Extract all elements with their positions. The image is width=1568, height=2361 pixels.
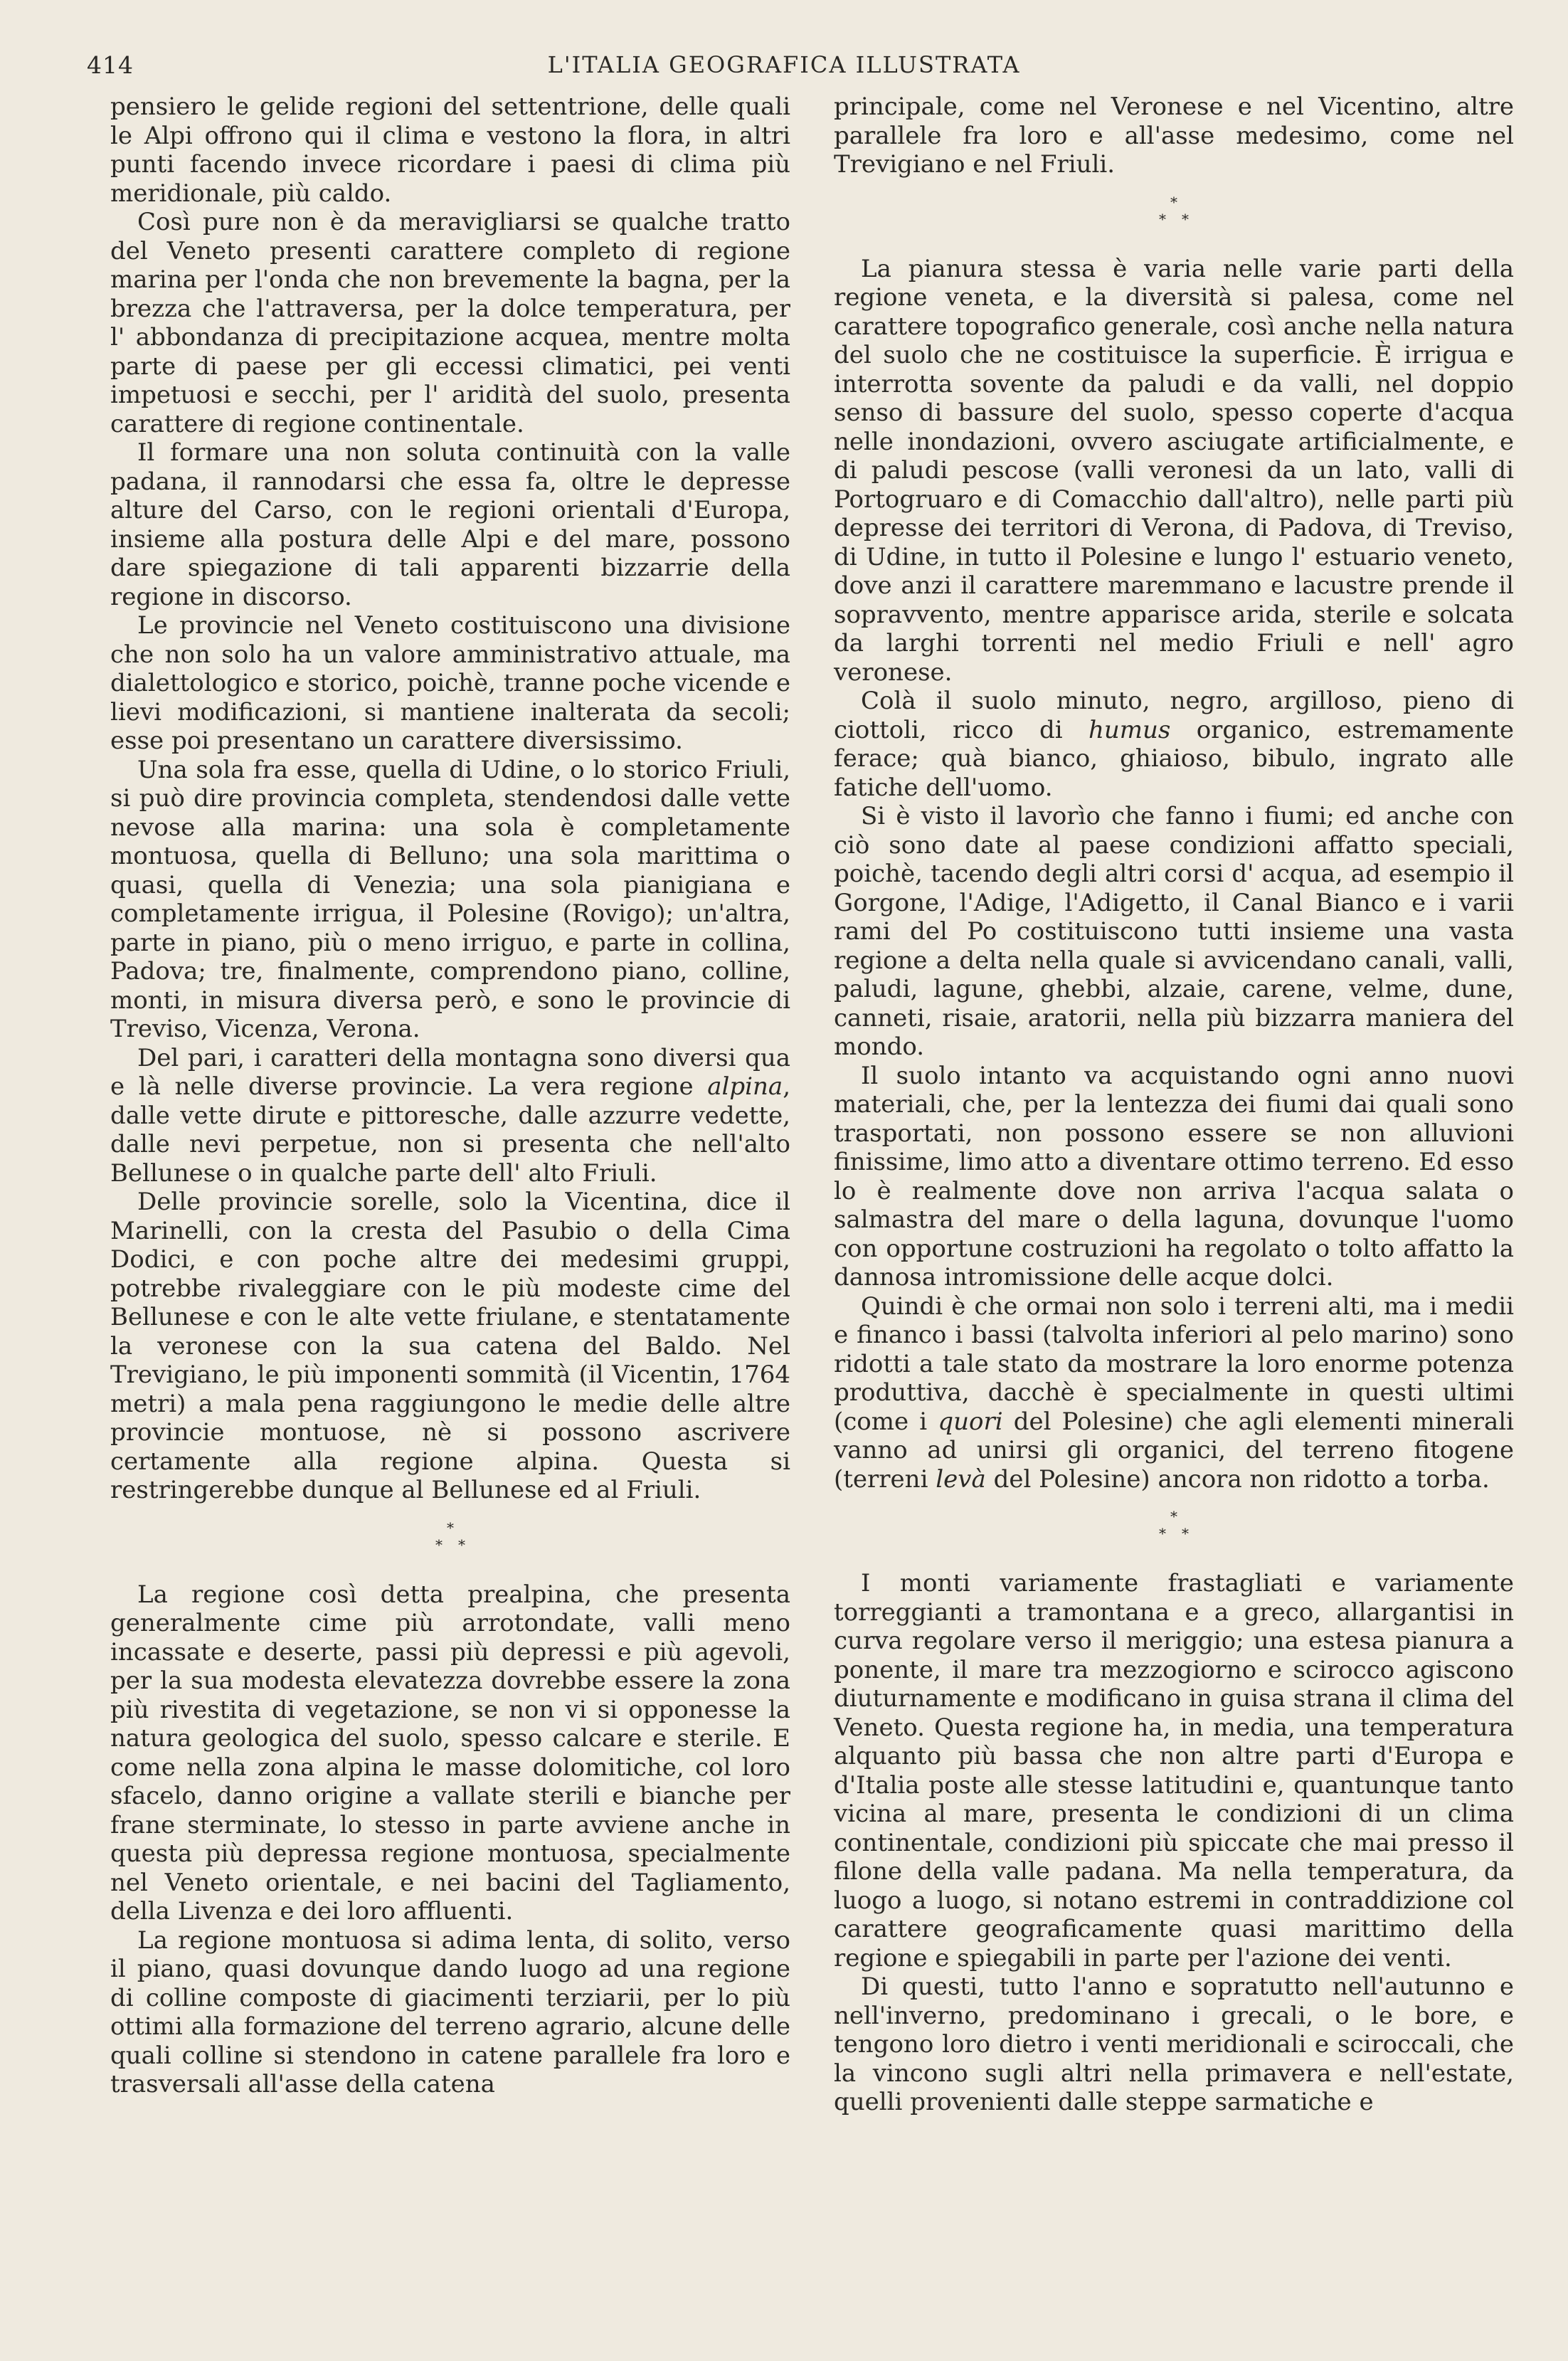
paragraph: La regione così detta prealpina, che presenta generalmente cime più arrotondate, valli meno incassate e deserte, passi più depressi e più agevoli, per la sua modesta elevatezza dovrebbe essere la zona più rivestita di vegetazione, se non vi si opponesse la natura geologica del suolo, spesso calcare e sterile. E come nella zona alpina le masse dolomitiche, col loro sfacelo, danno origine a vallate sterili e bianche per frane sterminate, lo stesso in parte avviene anche in questa più depressa regione montuosa, specialmente nel Veneto orientale, e nei bacini del Tagliamento, della Livenza e dei loro affluenti. [110, 1580, 790, 1926]
paragraph: principale, come nel Veronese e nel Vicentino, altre parallele fra loro e all'asse medesimo, come nel Trevigiano e nel Friuli. [834, 93, 1514, 179]
section-separator [110, 1518, 790, 1565]
paragraph: Una sola fra esse, quella di Udine, o lo storico Friuli, si può dire provincia completa, stendendosi dalle vette nevose alla marina: una sola è completamente montuosa, quella di Belluno; una sola marittima o quasi, quella di Venezia; una sola pianigiana e completamente irrigua, il Polesine (Rovigo); un'altra, parte in piano, più o meno irriguo, e parte in collina, Padova; tre, finalmente, comprendono piano, colline, monti, in misura diversa però, e sono le provincie di Treviso, Vicenza, Verona. [110, 755, 790, 1043]
paragraph: Delle provincie sorelle, solo la Vicentina, dice il Marinelli, con la cresta del Pasubio o della Cima Dodici, e con poche altre dei medesimi gruppi, potrebbe rivaleggiare con le più modeste cime del Bellunese e con le alte vette friulane, e stentatamente la veronese con la sua catena del Baldo. Nel Trevigiano, le più imponenti sommità (il Vicentin, 1764 metri) a mala pena raggiungono le medie delle altre provincie montuose, nè si possono ascrivere certamente alla regione alpina. Questa si restringerebbe dunque al Bellunese ed al Friuli. [110, 1188, 790, 1504]
asterisk-glyph: * [1170, 1508, 1177, 1525]
italic-term: levà [936, 1464, 986, 1494]
paragraph-text: organico, estremamente ferace; quà bianco, ghiaioso, bibulo, ingrato alle fatiche dell'uomo. [834, 715, 1515, 802]
paragraph: Così pure non è da meravigliarsi se qualche tratto del Veneto presenti carattere completo di regione marina per l'onda che non brevemente la bagna, per la brezza che l'attraversa, per la dolce temperatura, per l' abbondanza di precipitazione acquea, mentre molta parte di paese per gli eccessi climatici, pei venti impetuosi e secchi, per l' aridità del suolo, presenta carattere di regione continentale. [110, 208, 790, 438]
paragraph-text: Quindi è che ormai non solo i terreni alti, ma i medii e financo i bassi (talvolta inferiori al pelo marino) sono ridotti a tale stato da mostrare la loro enorme potenza produttiva, dacchè è specialmente in questi ultimi (come i [834, 1292, 1514, 1436]
paragraph [110, 1044, 790, 1188]
paragraph-text: del Polesine) che agli elementi minerali vanno ad unirsi gli organici, del terreno fitogene (terreni [834, 1407, 1514, 1494]
asterisk-glyph: * [1159, 210, 1166, 228]
italic-term: alpina [707, 1072, 783, 1101]
italic-term: humus [1088, 715, 1171, 744]
asterisk-glyph: * [435, 1536, 443, 1553]
paragraph: Si è visto il lavorìo che fanno i fiumi; ed anche con ciò sono date al paese condizioni affatto speciali, poichè, tacendo degli altri corsi d' acqua, ad esempio il Gorgone, l'Adige, l'Adigetto, il Canal Bianco e i varii rami del Po costituiscono tutti insieme una vasta regione a delta nella quale si avvicendano canali, valli, paludi, lagune, ghebbi, alzaie, carene, velme, dune, canneti, risaie, aratorii, nella più bizzarra maniera del mondo. [834, 802, 1514, 1061]
asterisk-glyph: * [447, 1518, 454, 1536]
asterisk-glyph: * [1170, 193, 1177, 211]
paragraph-text: Del pari, i caratteri della montagna sono diversi qua e là nelle diverse provincie. La vera regione [110, 1043, 790, 1101]
running-title: L'ITALIA GEOGRAFICA ILLUSTRATA [547, 51, 1021, 78]
paragraph-text: Colà il suolo minuto, negro, argilloso, pieno di ciottoli, ricco di [834, 687, 1514, 744]
paragraph: Le provincie nel Veneto costituiscono una divisione che non solo ha un valore amministrativo attuale, ma dialettologico e storico, poichè, tranne poche vicende e lievi modificazioni, si mantiene inalterata da secoli; esse poi presentano un carattere diversissimo. [110, 611, 790, 755]
paragraph: I monti variamente frastagliati e variamente torreggianti a tramontana e a greco, allargantisi in curva regolare verso il meriggio; una estesa pianura a ponente, il mare tra mezzogiorno e scirocco agiscono diuturnamente e modificano in guisa strana il clima del Veneto. Questa regione ha, in media, una temperatura alquanto più bassa che non altre parti d'Europa e d'Italia poste alle stesse latitudini e, quantunque tanto vicina al mare, presenta le condizioni di un clima continentale, condizioni più spiccate che mai presso il filone della valle padana. Ma nella temperatura, da luogo a luogo, si notano estremi in contraddizione col carattere geograficamente quasi marittimo della regione e spiegabili in parte per l'azione dei venti. [834, 1569, 1514, 1972]
left-column [110, 93, 790, 2099]
paragraph-text: del Polesine) ancora non ridotto a torba. [993, 1464, 1490, 1494]
asterisk-glyph: * [1182, 1525, 1189, 1542]
paragraph [834, 687, 1514, 802]
section-separator [834, 195, 1514, 239]
paragraph [834, 1292, 1514, 1494]
page-number: 414 [87, 51, 134, 79]
asterisk-glyph: * [1159, 1525, 1166, 1542]
asterisk-glyph: * [1182, 210, 1189, 228]
paragraph: Il suolo intanto va acquistando ogni anno nuovi materiali, che, per la lentezza dei fiumi dai quali sono trasportati, non possono essere se non alluvioni finissime, limo atto a diventare ottimo terreno. Ed esso lo è realmente dove non arriva l'acqua salata o salmastra del mare o della laguna, dovunque l'uomo con opportune costruzioni ha regolato o tolto affatto la dannosa intromissione delle acque dolci. [834, 1061, 1514, 1292]
asterisk-glyph: * [458, 1536, 465, 1553]
paragraph: La pianura stessa è varia nelle varie parti della regione veneta, e la diversità si palesa, come nel carattere topografico generale, così anche nella natura del suolo che ne costituisce la superficie. È irrigua e interrotta sovente da paludi e da valli, nel doppio senso di bassure del suolo, spesso coperte d'acqua nelle inondazioni, ovvero asciugate artificialmente, e di paludi pescose (valli veronesi da un lato, valli di Portogruaro e di Comacchio dall'altro), nelle parti più depresse dei territori di Verona, di Padova, di Treviso, di Udine, in tutto il Polesine e lungo l' estuario veneto, dove anzi il carattere maremmano e lacustre prende il sopravvento, mentre apparisce arida, sterile e solcata da larghi torrenti nel medio Friuli e nell' agro veronese. [834, 254, 1514, 687]
paragraph: La regione montuosa si adima lenta, di solito, verso il piano, quasi dovunque dando luogo ad una regione di colline composte di giacimenti terziarii, per lo più ottimi alla formazione del terreno agrario, alcune delle quali colline si stendono in catene parallele fra loro e trasversali all'asse della catena [110, 1926, 790, 2098]
paragraph-text: , dalle vette dirute e pittoresche, dalle azzurre vedette, dalle nevi perpetue, non si presenta che nell'alto Bellunese o in qualche parte dell' alto Friuli. [110, 1072, 790, 1188]
italic-term: quori [938, 1407, 1003, 1436]
paragraph: Il formare una non soluta continuità con la valle padana, il rannodarsi che essa fa, oltre le depresse alture del Carso, con le regioni orientali d'Europa, insieme alla postura delle Alpi e del mare, possono dare spiegazione di tali apparenti bizzarrie della regione in discorso. [110, 438, 790, 611]
right-column [834, 93, 1514, 2117]
paragraph: Di questi, tutto l'anno e sopratutto nell'autunno e nell'inverno, predominano i grecali, o le bore, e tengono loro dietro i venti meridionali e sciroccali, che la vincono sugli altri nella primavera e nell'estate, quelli provenienti dalle steppe sarmatiche e [834, 1972, 1514, 2116]
section-separator [834, 1509, 1514, 1553]
paragraph: pensiero le gelide regioni del settentrione, delle quali le Alpi offrono qui il clima e vestono la flora, in altri punti facendo invece ricordare i paesi di clima più meridionale, più caldo. [110, 93, 790, 208]
